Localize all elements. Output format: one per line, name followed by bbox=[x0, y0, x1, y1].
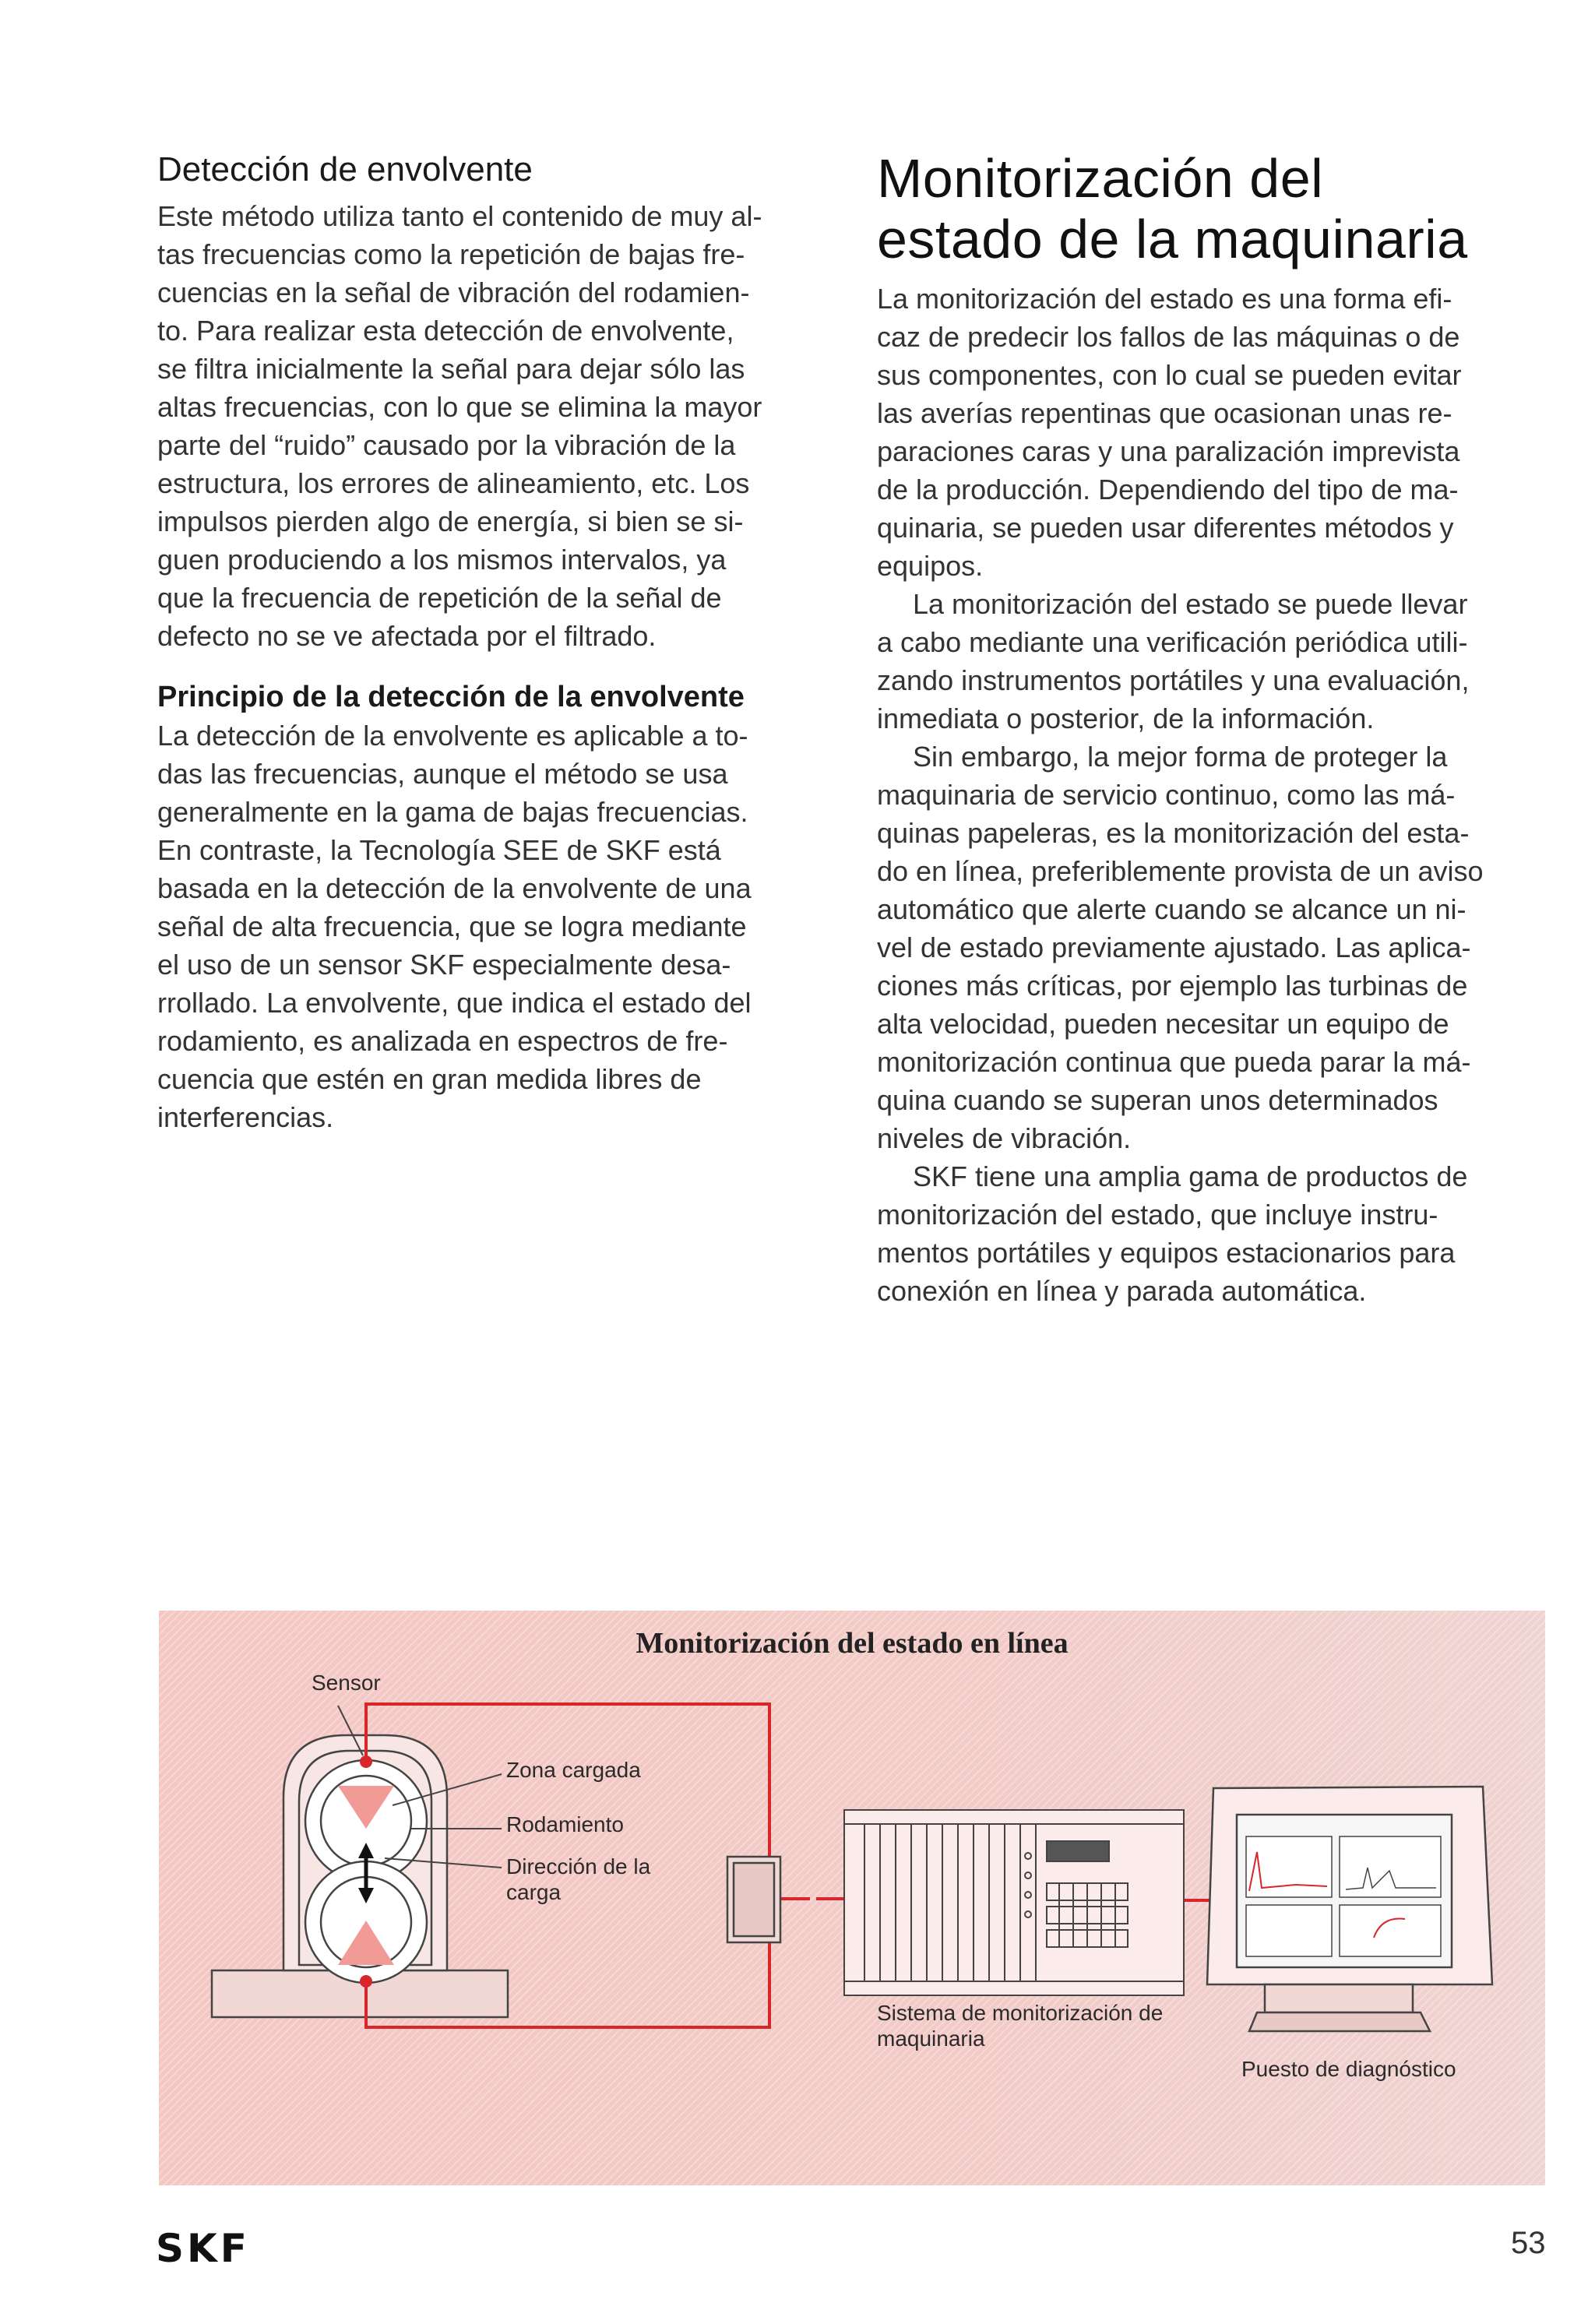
subsection-body-envelope-principle: La detección de la envolvente es aplicable a to- das las frecuencias, aunque el método se usa generalmente en la gama de bajas frecuencias. En contraste, la Tecnología SEE de SKF está basada en la detección de la envolvente de una señal de alta frecuencia, que se logra mediante el uso de un sensor SKF especialmente desa- rrollado. La envolvente, que indica el estado del rodamiento, es analizada en espectros de fre- cuencia que estén en gran medida libres de interferencias. bbox=[157, 720, 752, 1134]
label-loaded-zone: Zona cargada bbox=[506, 1758, 641, 1782]
subsection-title-envelope-principle: Principio de la detección de la envolvente bbox=[157, 681, 745, 713]
label-sensor: Sensor bbox=[312, 1671, 381, 1695]
label-monitoring-system: Sistema de monitorización de maquinaria bbox=[877, 2001, 1164, 2051]
monitoring-system-rack bbox=[844, 1810, 1184, 1995]
page-number: 53 bbox=[1511, 2226, 1546, 2260]
paragraph-4: SKF tiene una amplia gama de productos de monitorización del estado, que incluye instru- mentos portátiles y equipos estacionarios para conexión en línea y parada automática. bbox=[877, 1160, 1468, 1307]
paragraph-3: Sin embargo, la mejor forma de proteger la maquinaria de servicio continuo, como las má- quinas papeleras, es la monitorización del esta- do en línea, preferiblemente provista de un aviso automático que alerte cuando se alcance un ni- vel de estado previamente ajustado. Las aplica- ciones más críticas, por ejemplo las turbinas de alta velocidad, pueden necesitar un equipo de monitorización continua que pueda parar la má- quina cuando se superan unos determinados niveles de vibración. bbox=[877, 740, 1484, 1154]
diagram-title: Monitorización del estado en línea bbox=[636, 1627, 1069, 1660]
label-diagnostic-station: Puesto de diagnóstico bbox=[1241, 2057, 1456, 2081]
section-body-envelope-detection: Este método utiliza tanto el contenido de muy al- tas frecuencias como la repetición de bajas fre- cuencias en la señal de vibración del rodamien- to. Para realizar esta detección de envolvente, se filtra inicialmente la señal para dejar sólo las altas frecuencias, con lo que se elimina la mayor parte del “ruido” causado por la vibración de la estructura, los errores de alineamiento, etc. Los impulsos pierden algo de energía, si bien se si- guen produciendo a los mismos intervalos, ya que la frecuencia de repetición de la señal de defecto no se ve afectada por el filtrado. bbox=[157, 200, 762, 652]
label-bearing: Rodamiento bbox=[506, 1812, 624, 1836]
diagnostic-monitor bbox=[1207, 1787, 1492, 2031]
left-column bbox=[157, 148, 821, 1136]
skf-logo: SKF bbox=[156, 2226, 250, 2271]
junction-box bbox=[727, 1857, 780, 1942]
right-column bbox=[877, 148, 1555, 1310]
label-load-direction: Dirección de la carga bbox=[506, 1854, 651, 1904]
online-monitoring-diagram bbox=[159, 1611, 1545, 2185]
main-title: Monitorización del estado de la maquinaria bbox=[877, 148, 1468, 270]
diagram-illustration bbox=[159, 1611, 1545, 2185]
section-title-envelope-detection: Detección de envolvente bbox=[157, 150, 533, 188]
paragraph-1: La monitorización del estado es una forma efi- caz de predecir los fallos de las máquinas o de sus componentes, con lo cual se pueden evitar las averías repentinas que ocasionan unas re- paraciones caras y una paralización imprevista de la producción. Dependiendo del tipo de ma- quinaria, se pueden usar diferentes métodos y equipos. bbox=[877, 282, 1462, 582]
paragraph-2: La monitorización del estado se puede llevar a cabo mediante una verificación periódica utili- zando instrumentos portátiles y una evaluación, inmediata o posterior, de la información. bbox=[877, 587, 1470, 734]
